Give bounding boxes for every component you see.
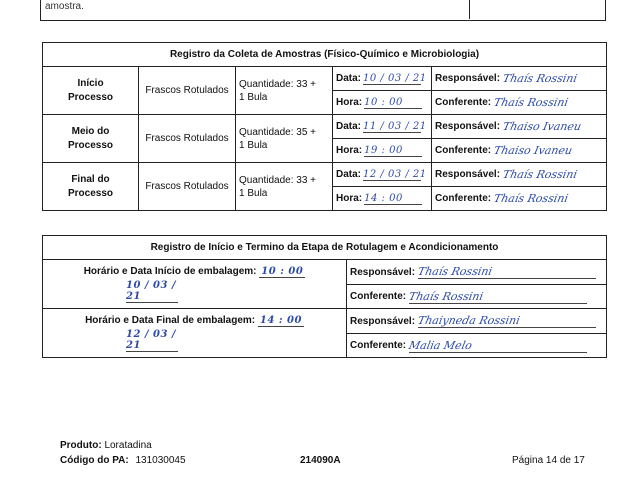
responsible-label: Responsável: bbox=[435, 169, 501, 180]
signature-image: Thaiyneda Rossini bbox=[416, 314, 522, 327]
packaging-end-checker-cell bbox=[347, 334, 607, 358]
checker-label: Conferente: bbox=[435, 145, 492, 156]
packaging-end-time: 14 : 00 bbox=[259, 314, 302, 326]
responsible-cell bbox=[432, 67, 607, 91]
quantity-label: Quantidade: 33 + 1 Bula bbox=[236, 163, 333, 211]
responsible-label: Responsável: bbox=[435, 121, 501, 132]
date-cell bbox=[333, 115, 432, 139]
packaging-start-time: 10 : 00 bbox=[261, 265, 304, 277]
product-value: Loratadina bbox=[104, 440, 152, 451]
packaging-end-responsible-label: Responsável: bbox=[350, 315, 416, 327]
responsible-cell bbox=[432, 163, 607, 187]
packaging-start-label: Horário e Data Início de embalagem: bbox=[83, 265, 257, 277]
signature-image: Thaís Rossini bbox=[492, 192, 570, 205]
sampling-row bbox=[43, 163, 607, 187]
checker-label: Conferente: bbox=[435, 97, 492, 108]
checker-cell bbox=[432, 187, 607, 211]
sampling-title: Registro da Coleta de Amostras (Físico-Químico e Microbiologia) bbox=[43, 43, 607, 67]
time-value: 19 : 00 bbox=[364, 145, 422, 157]
batch-number: 214090A bbox=[300, 455, 341, 466]
stage-label: Final do Processo bbox=[43, 163, 139, 211]
product-label: Produto: bbox=[60, 440, 102, 451]
time-cell bbox=[333, 139, 432, 163]
responsible-cell bbox=[432, 115, 607, 139]
stage-label: Início Processo bbox=[43, 67, 139, 115]
packaging-start-responsible-cell bbox=[347, 260, 607, 285]
date-cell bbox=[333, 163, 432, 187]
packaging-table bbox=[42, 235, 607, 358]
date-label: Data: bbox=[336, 73, 362, 84]
footer bbox=[60, 440, 600, 472]
signature-image: Malia Melo bbox=[407, 338, 474, 352]
page-number: Página 14 de 17 bbox=[512, 455, 585, 466]
signature-image: Thaís Rossini bbox=[501, 168, 579, 181]
sampling-row bbox=[43, 67, 607, 91]
time-cell bbox=[333, 187, 432, 211]
checker-cell bbox=[432, 139, 607, 163]
packaging-end-cell bbox=[43, 309, 347, 358]
date-cell bbox=[333, 67, 432, 91]
previous-section-box bbox=[40, 0, 606, 21]
sampling-rows-table bbox=[42, 66, 607, 211]
signature-image: Thaís Rossini bbox=[416, 265, 494, 278]
signature-image: Thaiso Ivaneu bbox=[492, 144, 574, 157]
checker-label: Conferente: bbox=[435, 193, 492, 204]
sampling-row bbox=[43, 115, 607, 139]
packaging-start-responsible-label: Responsável: bbox=[350, 266, 416, 278]
stage-label: Meio do Processo bbox=[43, 115, 139, 163]
packaging-end-date: 12 / 03 / 21 bbox=[126, 328, 177, 351]
checker-cell bbox=[432, 91, 607, 115]
date-value: 12 / 03 / 21 bbox=[363, 168, 427, 180]
date-label: Data: bbox=[336, 169, 362, 180]
time-value: 14 : 00 bbox=[364, 193, 422, 205]
packaging-start-cell bbox=[43, 260, 347, 309]
signature-image: Thaís Rossini bbox=[501, 72, 579, 85]
time-value: 10 : 00 bbox=[364, 97, 422, 109]
time-label: Hora: bbox=[336, 97, 363, 108]
date-value: 10 / 03 / 21 bbox=[363, 72, 427, 84]
sampling-table bbox=[42, 42, 607, 67]
packaging-start-checker-label: Conferente: bbox=[350, 291, 407, 302]
packaging-end-checker-label: Conferente: bbox=[350, 340, 407, 351]
packaging-title: Registro de Início e Termino da Etapa de Rotulagem e Acondicionamento bbox=[43, 236, 607, 260]
signature-image: Thaiso Ivaneu bbox=[501, 120, 583, 133]
quantity-label: Quantidade: 35 + 1 Bula bbox=[236, 115, 333, 163]
packaging-end-label: Horário e Data Final de embalagem: bbox=[85, 314, 256, 326]
date-value: 11 / 03 / 21 bbox=[363, 120, 427, 132]
material-label: Frascos Rotulados bbox=[139, 163, 236, 211]
previous-instructions-line2: amostra. bbox=[45, 1, 84, 12]
material-label: Frascos Rotulados bbox=[139, 115, 236, 163]
time-label: Hora: bbox=[336, 193, 363, 204]
code-label: Código do PA: bbox=[60, 455, 129, 466]
signature-image: Thaís Rossini bbox=[492, 96, 570, 109]
packaging-end-responsible-cell bbox=[347, 309, 607, 334]
quantity-label: Quantidade: 33 + 1 Bula bbox=[236, 67, 333, 115]
signature-image: Thaís Rossini bbox=[407, 289, 485, 303]
packaging-start-checker-cell bbox=[347, 285, 607, 309]
time-cell bbox=[333, 91, 432, 115]
code-value: 131030045 bbox=[135, 455, 186, 466]
packaging-start-date: 10 / 03 / 21 bbox=[126, 279, 177, 302]
time-label: Hora: bbox=[336, 145, 363, 156]
material-label: Frascos Rotulados bbox=[139, 67, 236, 115]
date-label: Data: bbox=[336, 121, 362, 132]
responsible-label: Responsável: bbox=[435, 73, 501, 84]
